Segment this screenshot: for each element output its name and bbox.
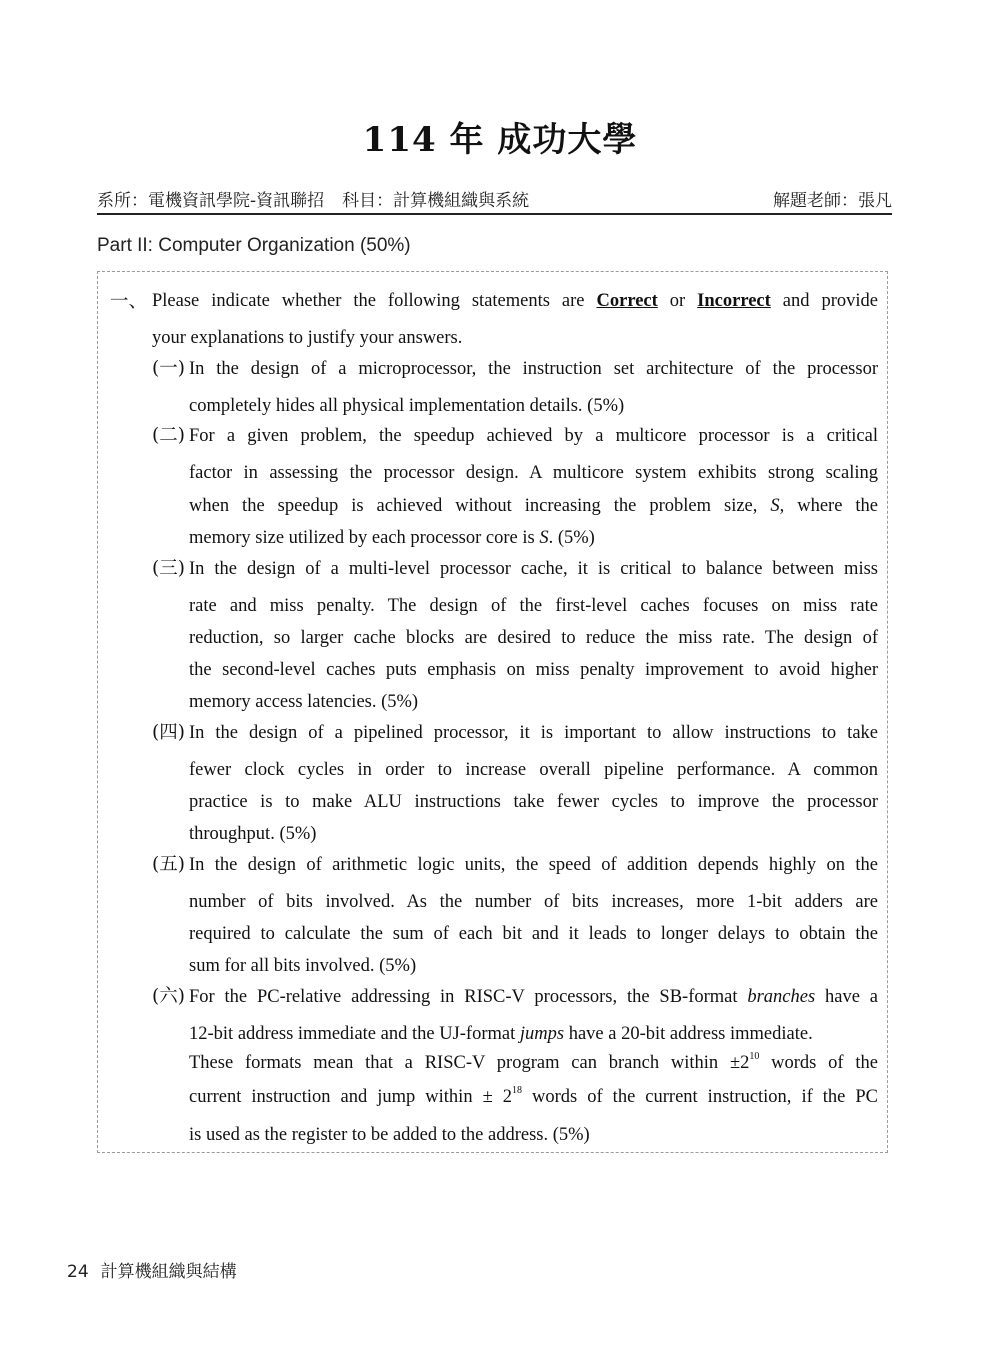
item-6-line-2-tail: have a 20-bit address immediate. [564, 1024, 813, 1044]
item-3-line-4: the second-level caches puts emphasis on miss penalty improvement to avoid higher [189, 660, 878, 680]
item-2-line-4-text: memory size utilized by each processor core is [189, 528, 535, 548]
item-5-line-3: required to calculate the sum of each bit and it leads to longer delays to obtain the [189, 924, 878, 944]
item-marker-1: (一) [152, 358, 185, 379]
item-2-line-3-text: when the speedup is achieved without increasing the problem size, [189, 496, 758, 516]
branches-term: branches [747, 987, 816, 1007]
item-6-line-1-text: For the PC-relative addressing in RISC-V processors, the SB-format [189, 987, 748, 1007]
item-1-line-2: completely hides all physical implementation details. (5%) [189, 396, 625, 416]
item-6-line-4-text: current instruction and jump within [189, 1087, 483, 1107]
item-5-line-1: In the design of arithmetic logic units, the speed of addition depends highly on the [189, 855, 878, 875]
item-2-line-4 [189, 529, 595, 548]
item-6-line-1 [189, 988, 878, 1007]
item-marker-6: (六) [152, 986, 185, 1007]
item-3-line-1: In the design of a multi-level processor cache, it is critical to balance between miss [189, 559, 878, 579]
page-title: 114 年 成功大學 [362, 120, 638, 160]
subject-label: 科目：計算機組織與系統 [342, 191, 530, 211]
item-marker-2: (二) [152, 425, 185, 446]
item-marker-5: (五) [152, 854, 185, 875]
item-4-line-3: practice is to make ALU instructions take fewer cycles to improve the processor [189, 792, 878, 812]
item-6-line-5: is used as the register to be added to the address. (5%) [189, 1125, 590, 1145]
item-5-line-2: number of bits involved. As the number of bits increases, more 1-bit adders are [189, 892, 878, 912]
item-5-line-4: sum for all bits involved. (5%) [189, 956, 417, 976]
question-marker: 一、 [110, 291, 148, 312]
question-intro-line-1 [152, 292, 878, 311]
variable-s: S [539, 528, 549, 548]
variable-s: S [770, 496, 780, 516]
book-title: 計算機組織與結構 [100, 1262, 237, 1282]
item-marker-4: (四) [152, 722, 185, 743]
item-3-line-5: memory access latencies. (5%) [189, 692, 419, 712]
item-6-line-3 [189, 1051, 878, 1073]
item-2-line-4-tail: . (5%) [548, 528, 595, 548]
page-number: 24 [67, 1262, 89, 1282]
department-label: 系所：電機資訊學院-資訊聯招 [97, 191, 325, 211]
item-4-line-2: fewer clock cycles in order to increase overall pipeline performance. A common [189, 760, 878, 780]
item-4-line-4: throughput. (5%) [189, 824, 317, 844]
item-6-line-3-text: These formats mean that a RISC-V program can branch within [189, 1053, 730, 1073]
question-intro-line-2: your explanations to justify your answers. [152, 328, 463, 348]
page-footer [67, 1257, 237, 1282]
item-3-line-3: reduction, so larger cache blocks are desired to reduce the miss rate. The design of [189, 628, 878, 648]
item-6-line-2-text: 12-bit address immediate and the UJ-format [189, 1024, 520, 1044]
item-6-line-3-tail: words of the [759, 1053, 878, 1073]
intro-tail: and provide [770, 291, 878, 311]
plus-minus-two: ± 2 [482, 1087, 513, 1107]
item-2-line-1: For a given problem, the speedup achieved by a multicore processor is a critical [189, 426, 878, 446]
item-6-line-2 [189, 1025, 813, 1044]
item-6-line-4 [189, 1085, 878, 1107]
header-left [97, 186, 529, 211]
jump-range [483, 1087, 522, 1107]
branch-range [730, 1053, 759, 1073]
correct-keyword: Correct [596, 291, 658, 311]
intro-or: or [657, 291, 698, 311]
item-1-line-1: In the design of a microprocessor, the instruction set architecture of the processor [189, 359, 878, 379]
item-6-line-1-tail: have a [815, 987, 878, 1007]
exponent-10: 10 [749, 1051, 760, 1062]
part-heading: Part II: Computer Organization (50%) [97, 235, 411, 256]
item-3-line-2: rate and miss penalty. The design of the first-level caches focuses on miss rate [189, 596, 878, 616]
item-4-line-1: In the design of a pipelined processor, it is important to allow instructions to take [189, 723, 878, 743]
item-2-line-3 [189, 497, 878, 516]
jumps-term: jumps [519, 1024, 565, 1044]
intro-text: Please indicate whether the following statements are [152, 291, 597, 311]
item-marker-3: (三) [152, 558, 185, 579]
item-6-line-4-tail: words of the current instruction, if the PC [522, 1087, 878, 1107]
exam-header [97, 183, 892, 215]
item-2-line-2: factor in assessing the processor design. A multicore system exhibits strong scaling [189, 463, 878, 483]
exponent-18: 18 [512, 1085, 523, 1096]
plus-minus-two: ±2 [729, 1053, 750, 1073]
teacher-label: 解題老師：張凡 [773, 191, 892, 211]
item-2-line-3-tail: , where the [779, 496, 879, 516]
incorrect-keyword: Incorrect [697, 291, 771, 311]
